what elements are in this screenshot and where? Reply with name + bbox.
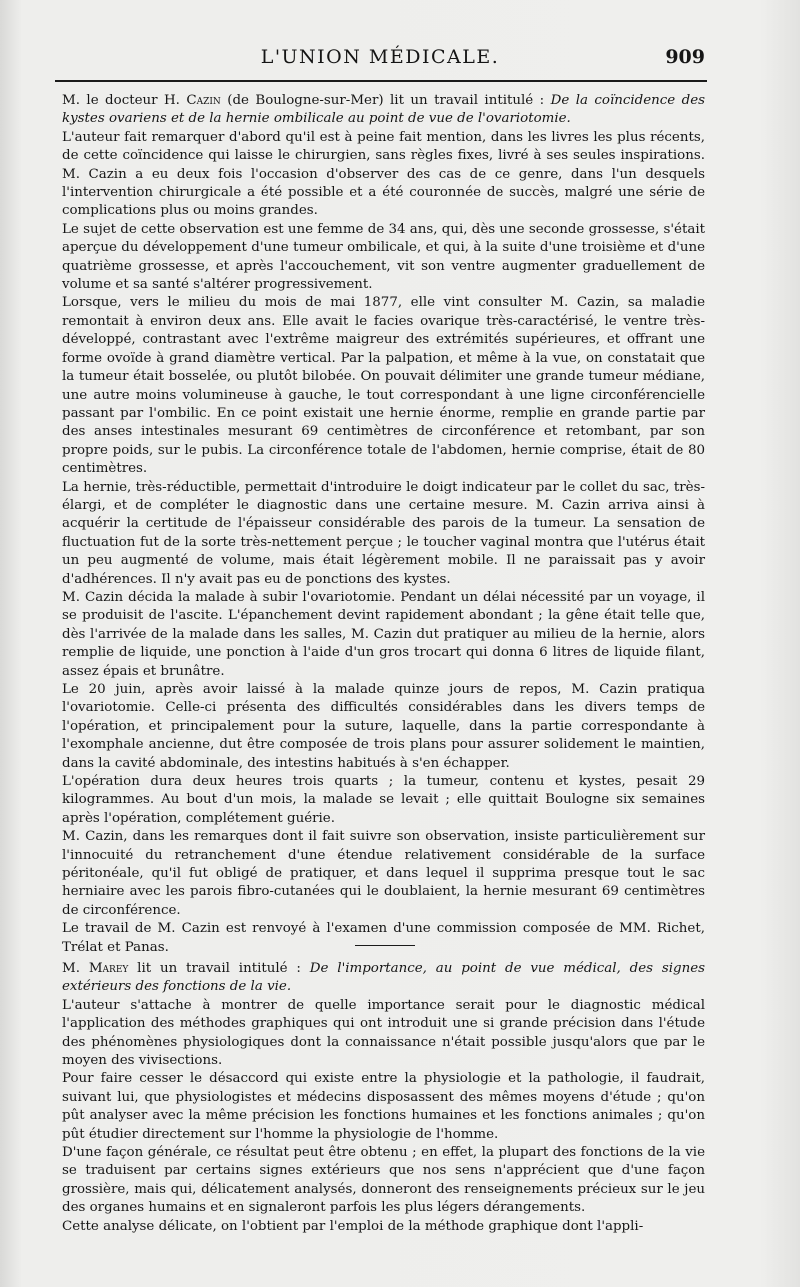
author-name-marey: Marey xyxy=(88,961,129,976)
paragraph: La hernie, très-réductible, permettait d'introduire le doigt indicateur par le collet du sac, très-élargi, et de compléter le diagnostic dans une certaine mesure. M. Cazin arriva ainsi à acquérir la certitude de l'épaisseur considérable des parois de la tumeur. La sensation de fluctuation fut de la sorte très-nettement perçue ; le toucher vaginal montra que l'utérus était un peu augmenté de volume, mais était légèrement mobile. Il ne paraissait pas y avoir d'adhérences. Il n'y avait pas eu de ponctions des kystes. xyxy=(62,479,705,587)
work-title-marey: De l'importance, au point de vue médical, des signes extérieurs des fonctions de la vie. xyxy=(62,961,706,995)
paragraph: L'opération dura deux heures trois quarts ; la tumeur, contenu et kystes, pesait 29 kilogrammes. Au bout d'un mois, la malade se levait ; elle quittait Boulogne six semaines après l'opération, complétement guérie. xyxy=(62,774,705,826)
paragraph: Le 20 juin, après avoir laissé à la malade quinze jours de repos, M. Cazin pratiqua l'ovariotomie. Celle-ci présenta des difficultés considérables dans les divers temps de l'opération, et principalement pour la suture, laquelle, dans la partie correspondante à l'exomphale ancienne, dut être composée de trois plans pour assurer solidement le maintien, dans la cavité abdominale, des intestins habitués à s'en échapper. xyxy=(62,682,705,771)
paragraph: Le travail de M. Cazin est renvoyé à l'examen d'une commission composée de MM. Richet, Trélat et Panas. xyxy=(62,921,705,955)
section-cazin xyxy=(62,92,705,957)
work-title-cazin: De la coïncidence des kystes ovariens et de la hernie ombilicale au point de vue de l'ovariotomie. xyxy=(62,93,706,127)
journal-title: L'UNION MÉDICALE. xyxy=(260,46,500,68)
paragraph: M. Cazin décida la malade à subir l'ovariotomie. Pendant un délai nécessité par un voyage, il se produisit de l'ascite. L'épanchement devint rapidement abondant ; la gêne était telle que, dès l'arrivée de la malade dans les salles, M. Cazin dut pratiquer au milieu de la hernie, alors remplie de liquide, une ponction à l'aide d'un gros trocart qui donna 6 litres de liquide filant, assez épais et brunâtre. xyxy=(62,589,705,679)
paragraph: D'une façon générale, ce résultat peut être obtenu ; en effet, la plupart des fonctions de la vie se traduisent par certains signes extérieurs que nos sens n'apprécient que d'une façon grossière, mais qui, délicatement analysés, donneront des renseignements précieux sur le jeu des organes humains et en signaleront parfois les plus légers dérangements. xyxy=(62,1145,705,1216)
header-rule xyxy=(55,80,707,82)
section-separator xyxy=(355,945,415,946)
paragraph: L'auteur s'attache à montrer de quelle importance serait pour le diagnostic médical l'application des méthodes graphiques qui ont introduit une si grande précision dans l'étude des phénomènes physiologiques dont la connaissance n'était possible jusqu'alors que par le moyen des vivisections. xyxy=(62,997,705,1069)
paragraph-intro-cazin: M. le docteur H. Cazin (de Boulogne-sur-Mer) lit un travail intitulé : De la coïncidence des kystes ovariens et de la hernie ombilicale au point de vue de l'ovariotomie. xyxy=(62,93,706,127)
paragraph: L'auteur fait remarquer d'abord qu'il est à peine fait mention, dans les livres les plus récents, de cette coïncidence qui laisse le chirurgien, sans règles fixes, livré à ses seules inspirations. M. Cazin a eu deux fois l'occasion d'observer des cas de ce genre, dans l'un desquels l'intervention chirurgicale a été possible et a été couronnée de succès, malgré une série de complications plus ou moins grandes. xyxy=(62,129,705,219)
paragraph: Cette analyse délicate, on l'obtient par l'emploi de la méthode graphique dont l'appli- xyxy=(62,1218,644,1234)
running-head xyxy=(55,46,705,76)
paragraph: Le sujet de cette observation est une femme de 34 ans, qui, dès une seconde grossesse, s'était aperçue du développement d'une tumeur ombilicale, et qui, à la suite d'une troisième et d'une quatrième grossesse, et après l'accouchement, vit son ventre augmenter graduellement de volume et sa santé s'altérer progressivement. xyxy=(62,221,705,293)
page-number: 909 xyxy=(665,46,705,68)
paragraph: Pour faire cesser le désaccord qui existe entre la physiologie et la pathologie, il faudrait, suivant lui, que physiologistes et médecins disposassent des mêmes moyens d'étude ; qu'on pût analyser avec la même précision les fonctions humaines et les fonctions animales ; qu'on pût étudier directement sur l'homme la physiologie de l'homme. xyxy=(62,1071,705,1142)
section-marey xyxy=(62,960,705,1236)
author-name-cazin: Cazin xyxy=(186,93,221,108)
paragraph: M. Cazin, dans les remarques dont il fait suivre son observation, insiste particulièrement sur l'innocuité du retranchement d'une étendue relativement considérable de la surface péritonéale, qu'il fut obligé de pratiquer, et dans lequel il supprima presque tout le sac herniaire avec les parois fibro-cutanées qui le doublaient, la hernie mesurant 69 centimètres de circonférence. xyxy=(62,829,705,918)
paragraph: Lorsque, vers le milieu du mois de mai 1877, elle vint consulter M. Cazin, sa maladie remontait à environ deux ans. Elle avait le facies ovarique très-caractérisé, le ventre très-développé, contrastant avec l'extrême maigreur des extrémités supérieures, et offrant une forme ovoïde à grand diamètre vertical. Par la palpation, et même à la vue, on constatait que la tumeur était bosselée, ou plutôt bilobée. On pouvait délimiter une grande tumeur médiane, une autre moins volumineuse à gauche, le tout correspondant à une ligne circonférencielle passant par l'ombilic. En ce point existait une hernie énorme, remplie en grande partie par des anses intestinales mesurant 69 centimètres de circonférence et retombant, par son propre poids, sur le pubis. La circonférence totale de l'abdomen, hernie comprise, était de 80 centimètres. xyxy=(62,295,705,477)
paragraph-intro-marey: M. Marey lit un travail intitulé : De l'importance, au point de vue médical, des signes extérieurs des fonctions de la vie. xyxy=(62,961,706,995)
